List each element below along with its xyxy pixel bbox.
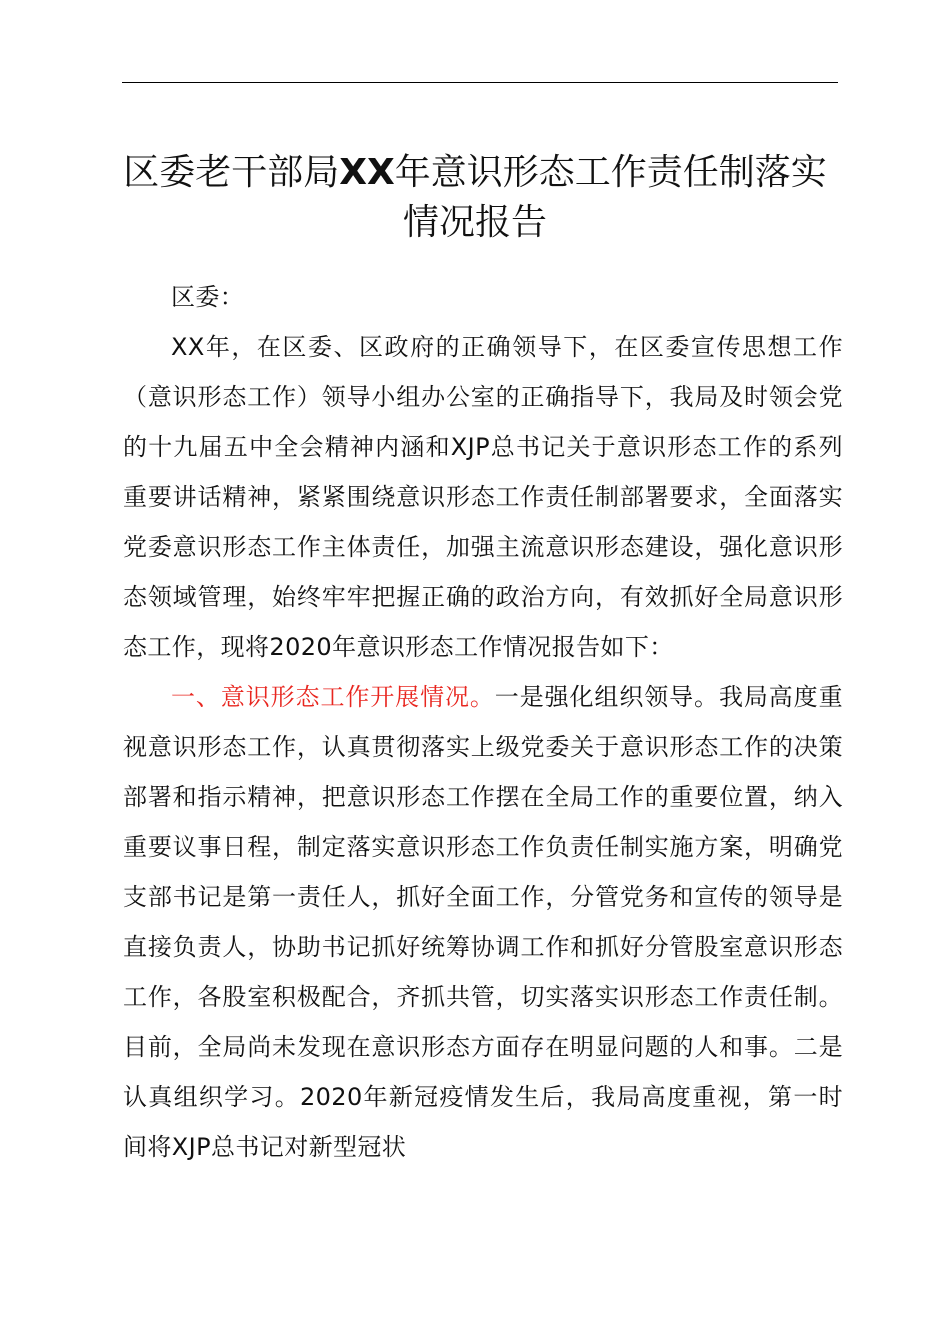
header-rule bbox=[122, 82, 838, 83]
document-title bbox=[110, 148, 840, 248]
title-bold-year: XX bbox=[339, 152, 395, 193]
title-part2: 年意识形态工作责任制落实情况报告 bbox=[394, 152, 827, 243]
title-part1: 区委老干部局 bbox=[123, 152, 340, 193]
salutation: 区委： bbox=[171, 283, 245, 311]
paragraph-section-1 bbox=[123, 672, 843, 1172]
paragraph-intro: XX年，在区委、区政府的正确领导下，在区委宣传思想工作（意识形态工作）领导小组办公室的正确指导下，我局及时领会党的十九届五中全会精神内涵和XJP总书记关于意识形态工作的系列重要讲话精神，紧紧围绕意识形态工作责任制部署要求，全面落实党委意识形态工作主体责任，加强主流意识形态建设，强化意识形态领域管理，始终牢牢把握正确的政治方向，有效抓好全局意识形态工作，现将2020年意识形态工作情况报告如下： bbox=[123, 333, 843, 661]
document-body bbox=[123, 272, 843, 1172]
section-1-text: 一是强化组织领导。我局高度重视意识形态工作，认真贯彻落实上级党委关于意识形态工作的决策部署和指示精神，把意识形态工作摆在全局工作的重要位置，纳入重要议事日程，制定落实意识形态工作负责任制实施方案，明确党支部书记是第一责任人，抓好全面工作，分管党务和宣传的领导是直接负责人，协助书记抓好统筹协调工作和抓好分管股室意识形态工作，各股室积极配合，齐抓共管，切实落实识形态工作责任制。目前，全局尚未发现在意识形态方面存在明显问题的人和事。二是认真组织学习。2020年新冠疫情发生后，我局高度重视，第一时间将XJP总书记对新型冠状 bbox=[123, 683, 843, 1161]
section-1-heading: 一、意识形态工作开展情况。 bbox=[171, 683, 495, 711]
